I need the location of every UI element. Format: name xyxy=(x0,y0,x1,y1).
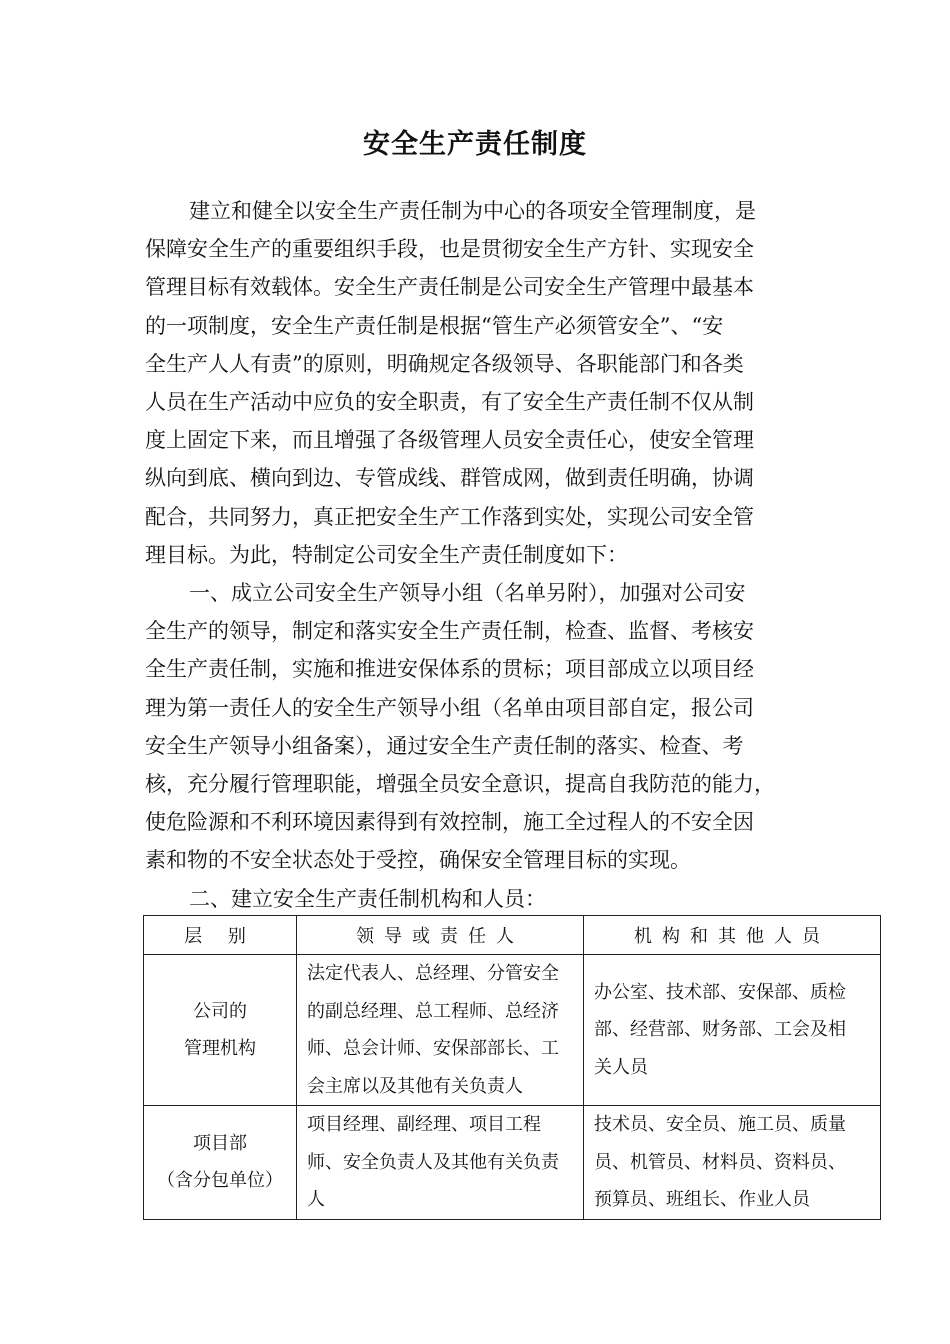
leader-cell xyxy=(297,955,584,1106)
text-line: 素和物的不安全状态处于受控，确保安全管理目标的实现。 xyxy=(145,848,691,873)
cell-line: 人 xyxy=(307,1189,325,1210)
org-cell xyxy=(584,955,881,1106)
cell-line: 公司的 xyxy=(193,1000,247,1022)
text-line: 使危险源和不利环境因素得到有效控制，施工全过程人的不安全因 xyxy=(145,810,754,835)
text-line: 配合，共同努力，真正把安全生产工作落到实处，实现公司安全管 xyxy=(145,504,754,529)
cell-line: 部、经营部、财务部、工会及相 xyxy=(594,1019,846,1041)
leader-cell xyxy=(297,1106,584,1220)
cell-line: 的副总经理、总工程师、总经济 xyxy=(307,1000,559,1022)
document-title: 安全生产责任制度 xyxy=(363,129,587,160)
text-line: 建立和健全以安全生产责任制为中心的各项安全管理制度，是 xyxy=(189,199,756,223)
intro-paragraph xyxy=(145,192,807,574)
cell-line: （含分包单位） xyxy=(157,1170,283,1192)
cell-line: 项目部 xyxy=(193,1132,247,1154)
cell-line: 关人员 xyxy=(594,1056,648,1078)
table-header-row xyxy=(144,916,881,955)
text-line: 全生产人人有责”的原则，明确规定各级领导、各职能部门和各类 xyxy=(145,351,744,376)
cell-line: 预算员、班组长、作业人员 xyxy=(594,1189,810,1210)
text-line: 人员在生产活动中应负的安全职责，有了安全生产责任制不仅从制 xyxy=(145,390,754,415)
cell-line: 师、安全负责人及其他有关负责 xyxy=(307,1151,559,1173)
section-1-paragraph xyxy=(145,574,807,880)
cell-line: 师、总会计师、安保部部长、工 xyxy=(307,1038,559,1059)
text-line: 管理目标有效载体。安全生产责任制是公司安全生产管理中最基本 xyxy=(145,275,754,300)
cell-line: 员、机管员、材料员、资料员、 xyxy=(594,1151,846,1173)
column-header-level: 层 别 xyxy=(144,916,297,955)
table-row xyxy=(144,955,881,1106)
text-line: 安全生产领导小组备案），通过安全生产责任制的落实、检查、考 xyxy=(145,733,744,758)
cell-line: 会主席以及其他有关负责人 xyxy=(307,1075,523,1097)
text-line: 度上固定下来，而且增强了各级管理人员安全责任心，使安全管理 xyxy=(145,428,754,453)
cell-line: 项目经理、副经理、项目工程 xyxy=(307,1114,541,1135)
document-body xyxy=(145,192,807,918)
text-line: 全生产的领导，制定和落实安全生产责任制，检查、监督、考核安 xyxy=(145,619,754,644)
responsibility-table xyxy=(143,915,881,1220)
text-line: 全生产责任制，实施和推进安保体系的贯标；项目部成立以项目经 xyxy=(145,657,754,682)
text-line: 理为第一责任人的安全生产领导小组（名单由项目部自定，报公司 xyxy=(145,695,754,720)
section-2-heading xyxy=(145,880,807,918)
cell-line: 办公室、技术部、安保部、质检 xyxy=(594,981,846,1003)
column-header-org: 机构和其他人员 xyxy=(584,916,881,955)
level-cell xyxy=(144,955,297,1106)
text-line: 的一项制度，安全生产责任制是根据“管生产必须管安全”、“安 xyxy=(145,313,724,338)
cell-line: 法定代表人、总经理、分管安全 xyxy=(307,963,559,984)
text-line: 核，充分履行管理职能，增强全员安全意识，提高自我防范的能力， xyxy=(145,772,775,797)
level-cell xyxy=(144,1106,297,1220)
text-line: 一、成立公司安全生产领导小组（名单另附），加强对公司安 xyxy=(189,581,746,606)
table-row xyxy=(144,1106,881,1220)
cell-line: 管理机构 xyxy=(184,1038,256,1059)
org-cell xyxy=(584,1106,881,1220)
cell-line: 技术员、安全员、施工员、质量 xyxy=(594,1114,846,1135)
text-line: 理目标。为此，特制定公司安全生产责任制度如下： xyxy=(145,542,628,567)
text-line: 保障安全生产的重要组织手段，也是贯彻安全生产方针、实现安全 xyxy=(145,237,754,262)
text-line: 纵向到底、横向到边、专管成线、群管成网，做到责任明确，协调 xyxy=(145,466,754,491)
column-header-leader: 领导或责任人 xyxy=(297,916,584,955)
text-line: 二、建立安全生产责任制机构和人员： xyxy=(189,886,546,911)
